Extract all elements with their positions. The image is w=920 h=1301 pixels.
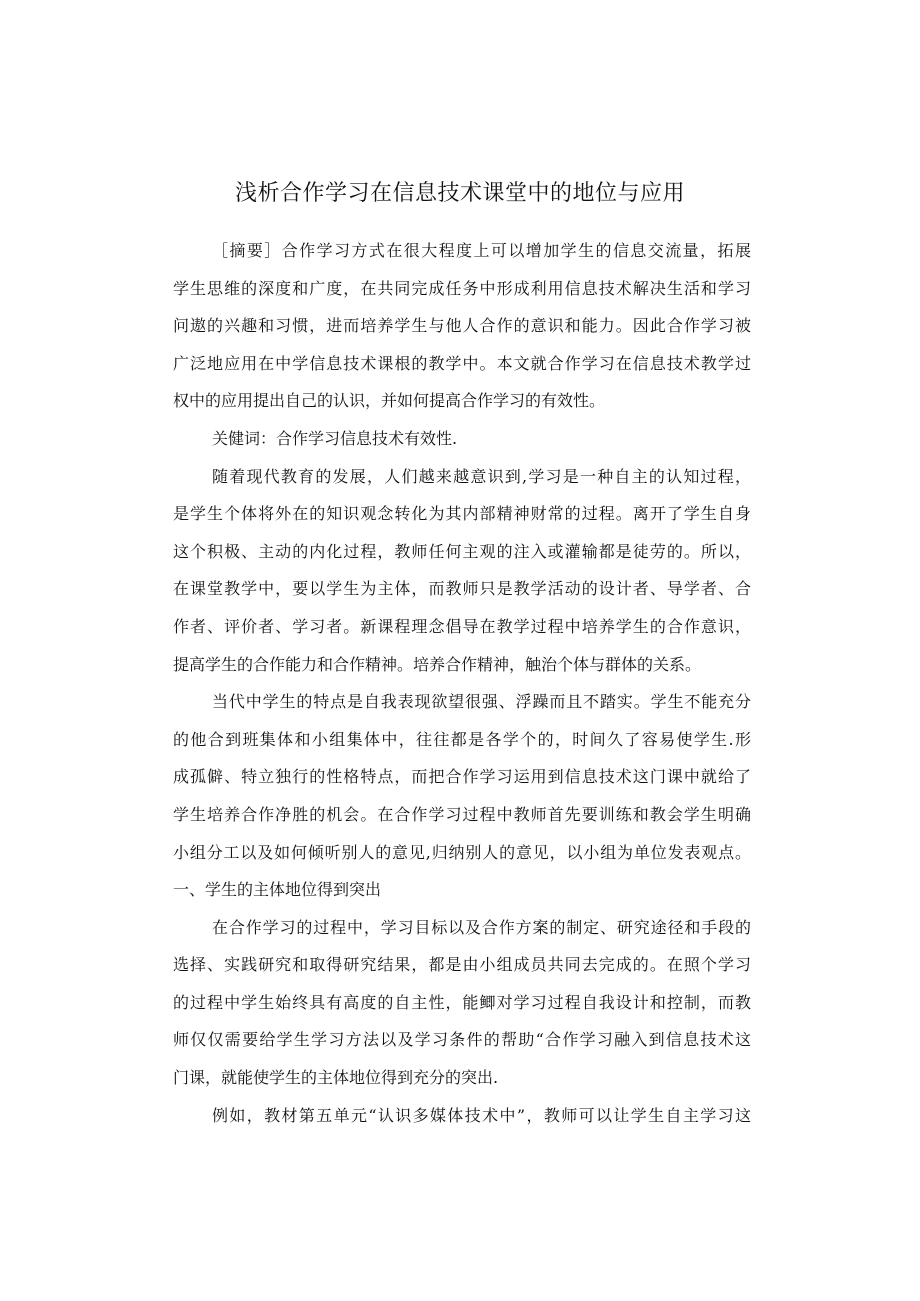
abstract-line: 广泛地应用在中学信息技术课根的教学中。本文就合作学习在信息技术教学过 xyxy=(173,353,751,373)
paragraph-line: 学生培养合作净胜的机会。在合作学习过程中教师首先要训练和教会学生明确 xyxy=(173,804,751,824)
paragraph-line: 作者、评价者、学习者。新课程理念倡导在教学过程中培养学生的合作意识， xyxy=(173,616,751,636)
paragraph-line: 是学生个体将外在的知识观念转化为其内部精神财常的过程。离开了学生自身 xyxy=(173,504,751,524)
paragraph-line: 师仅仅需要给学生学习方法以及学习条件的帮助“合作学习融入到信息技术这 xyxy=(173,1030,751,1050)
paragraph-line: 在合作学习的过程中，学习目标以及合作方案的制定、研究途径和手段的 xyxy=(212,917,751,937)
paragraph-line: 这个积极、主动的内化过程，教师任何主观的注入或灌输都是徒劳的。所以， xyxy=(173,541,751,561)
abstract-line: 学生思维的深度和广度，在共同完成任务中形成利用信息技术解决生活和学习 xyxy=(173,278,751,298)
document-body xyxy=(173,232,751,1134)
paragraph-line: 成孤僻、特立独行的性格特点，而把合作学习运用到信息技术这门课中就给了 xyxy=(173,767,751,787)
abstract-line: ［摘要］合作学习方式在很大程度上可以增加学生的信息交流量，拓展 xyxy=(212,241,751,260)
abstract-line: 问遨的兴趣和习惯，进而培养学生与他人合作的意识和能力。因此合作学习被 xyxy=(173,316,751,336)
paragraph-line: 随着现代教育的发展，人们越来越意识到,学习是一种自主的认知过程， xyxy=(212,466,751,486)
paragraph-line: 在课堂教学中，要以学生为主体，而教师只是教学活动的设计者、导学者、合 xyxy=(173,579,751,599)
abstract-line: 权中的应用提出自己的认识，并如何提高合作学习的有效性。 xyxy=(173,391,606,411)
paragraph-line: 例如，教材第五单元“认识多媒体技术中”，教师可以让学生自主学习这 xyxy=(212,1105,751,1125)
paragraph-line: 门课，就能使学生的主体地位得到充分的突出. xyxy=(173,1068,499,1088)
paragraph-line: 小组分工以及如何倾听别人的意见,归纳别人的意见，以小组为单位发表观点。 xyxy=(173,842,751,862)
page-title: 浅析合作学习在信息技术课堂中的地位与应用 xyxy=(234,181,685,206)
paragraph-line: 的过程中学生始终具有高度的自主性，能鲫对学习过程自我设计和控制，而教 xyxy=(173,992,751,1012)
section-heading: 一、学生的主体地位得到突出 xyxy=(173,880,382,900)
keywords-line: 关健词：合作学习信息技术有效性. xyxy=(212,428,458,448)
paragraph-line: 选择、实践研究和取得研究结果，都是由小组成员共同去完成的。在照个学习 xyxy=(173,955,751,975)
paragraph-line: 当代中学生的特点是自我表现欲望很强、浮躁而且不踏实。学生不能充分 xyxy=(212,692,751,712)
paragraph-line: 提高学生的合作能力和合作精神。培养合作精神，触治个体与群体的关系。 xyxy=(173,654,702,674)
paragraph-line: 的他合到班集体和小组集体中，往往都是各学个的，时间久了容易使学生.形 xyxy=(173,729,751,749)
